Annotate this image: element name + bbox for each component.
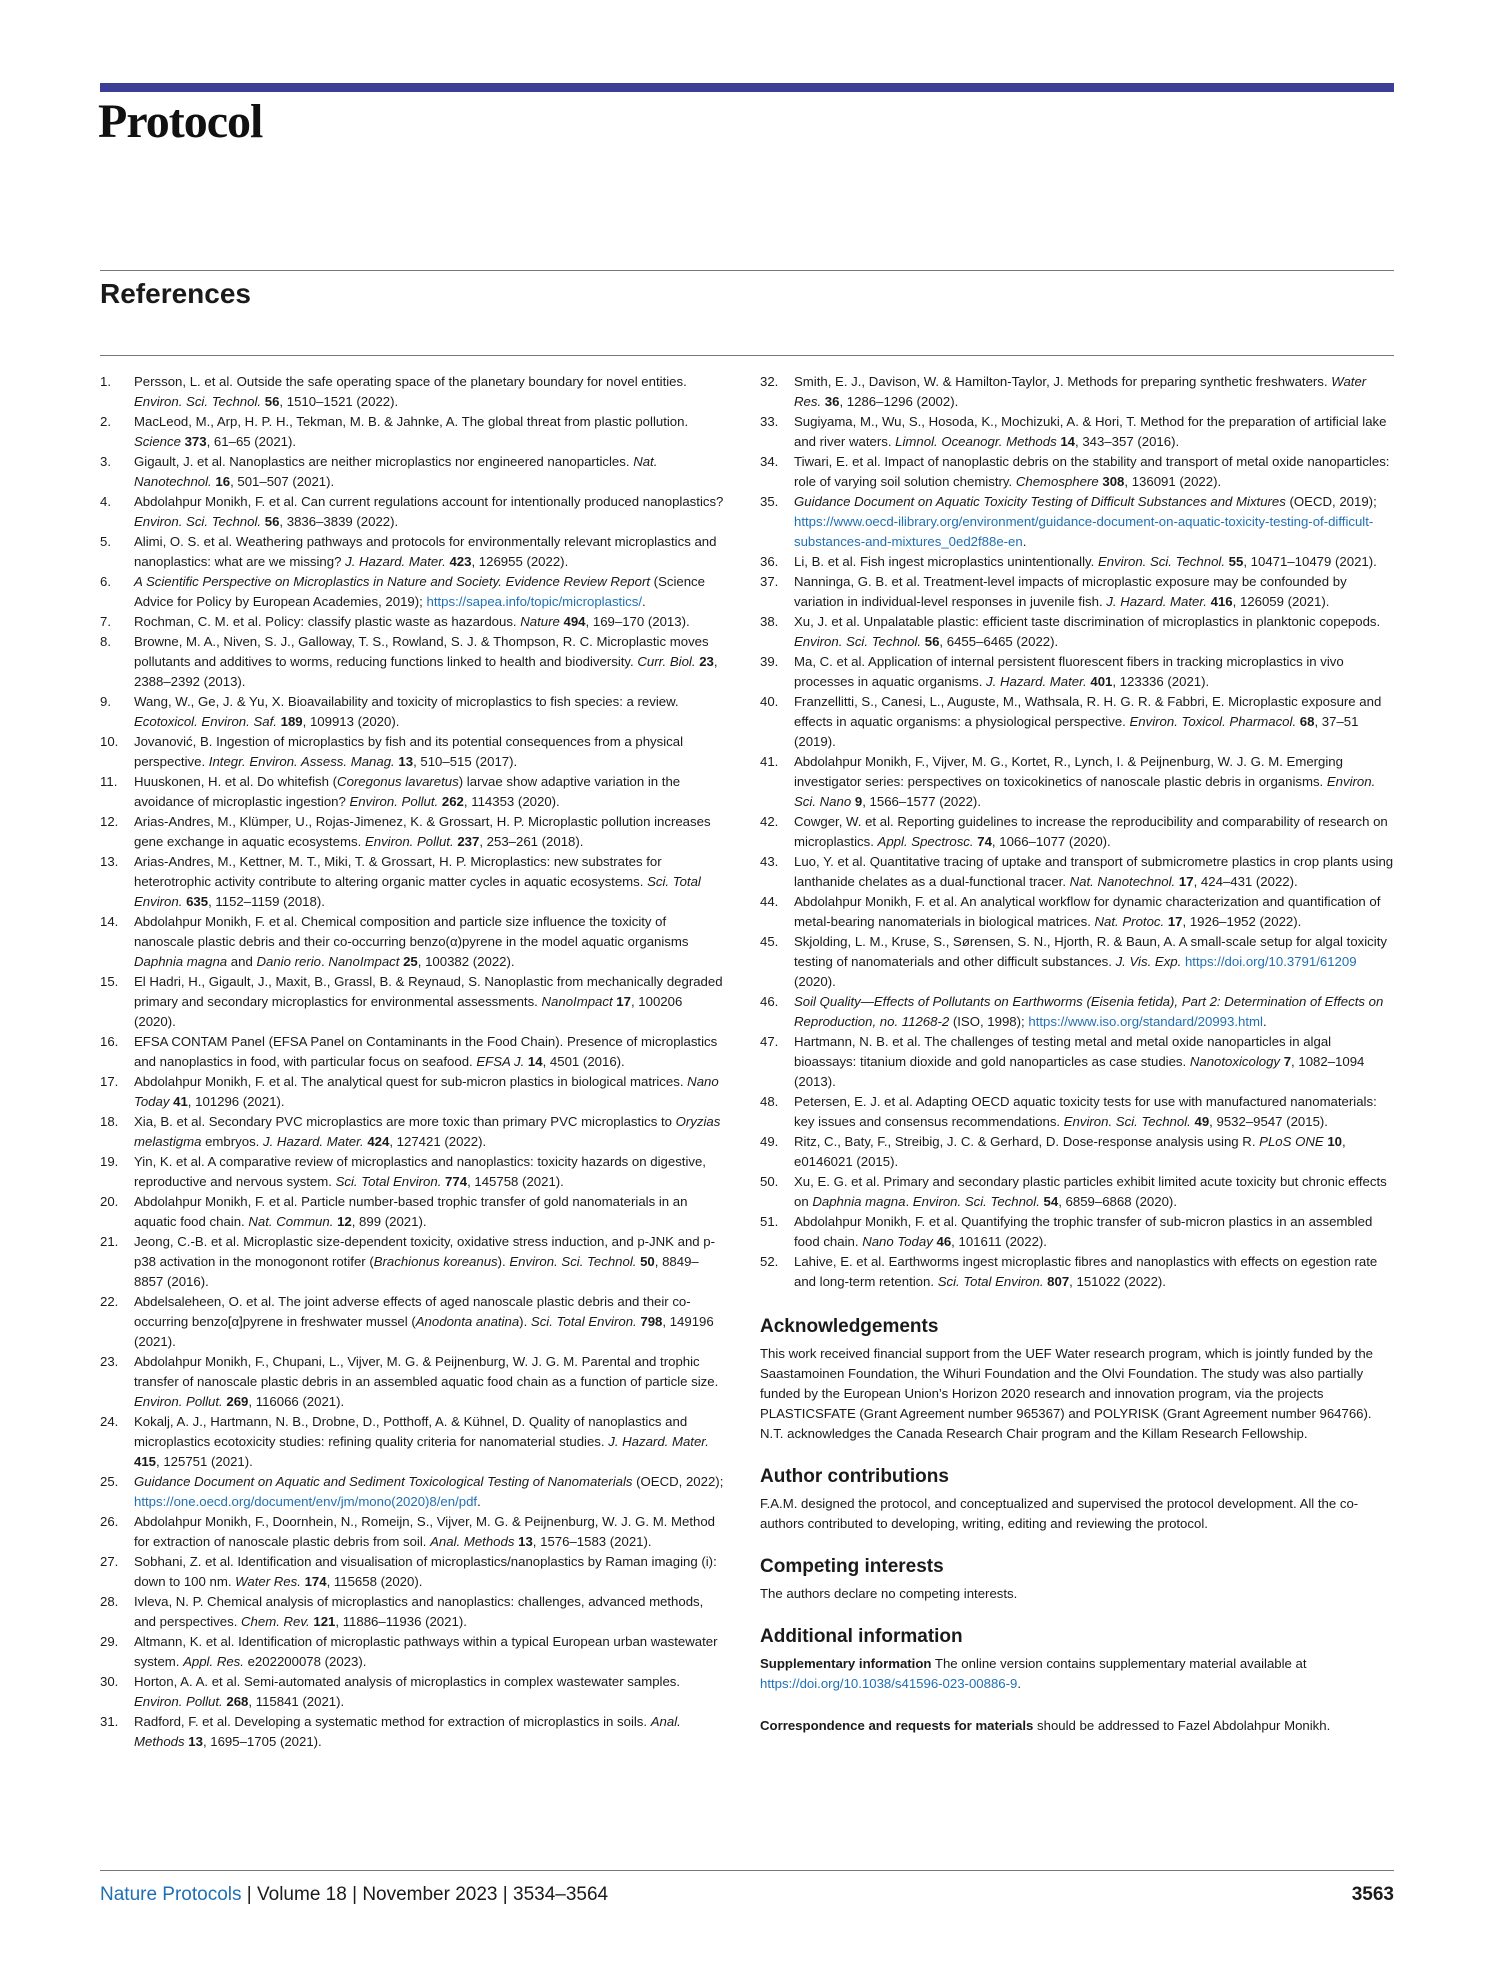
reference-item bbox=[100, 1232, 725, 1292]
reference-text: Altmann, K. et al. Identification of microplastic pathways within a typical European urban wastewater system. Appl. Res. e202200078 (2023). bbox=[134, 1634, 718, 1669]
reference-item bbox=[100, 492, 725, 532]
reference-item bbox=[100, 1472, 725, 1512]
reference-text: Ritz, C., Baty, F., Streibig, J. C. & Gerhard, D. Dose-response analysis using R. PLoS ONE 10, e0146021 (2015). bbox=[794, 1134, 1346, 1169]
back-matter bbox=[760, 1316, 1394, 1736]
reference-number: 1. bbox=[100, 374, 111, 389]
reference-number: 31. bbox=[100, 1714, 119, 1729]
reference-item bbox=[760, 992, 1394, 1032]
correspondence-label: Correspondence and requests for materials bbox=[760, 1718, 1034, 1733]
reference-text: Yin, K. et al. A comparative review of microplastics and nanoplastics: toxicity hazards on digestive, reproductive and nervous system. Sci. Total Environ. 774, 145758 (2021). bbox=[134, 1154, 706, 1189]
reference-text: Browne, M. A., Niven, S. J., Galloway, T. S., Rowland, S. J. & Thompson, R. C. Microplastic moves pollutants and additives to worms, reducing functions linked to health and biodiversity. Curr. Biol. 23, 2388–2392 (2013). bbox=[134, 634, 718, 689]
reference-item bbox=[100, 1352, 725, 1412]
reference-number: 36. bbox=[760, 554, 779, 569]
reference-item bbox=[100, 532, 725, 572]
reference-text: Persson, L. et al. Outside the safe operating space of the planetary boundary for novel entities. Environ. Sci. Technol. 56, 1510–1521 (2022). bbox=[134, 374, 687, 409]
supplementary-information: Supplementary information The online version contains supplementary material available at https://doi.org/10.1038/s41596-023-00886-9. bbox=[760, 1656, 1307, 1691]
reference-item bbox=[100, 1072, 725, 1112]
supplementary-link[interactable]: https://doi.org/10.1038/s41596-023-00886-9 bbox=[760, 1676, 1018, 1691]
reference-number: 26. bbox=[100, 1514, 119, 1529]
reference-item bbox=[100, 1292, 725, 1352]
reference-number: 47. bbox=[760, 1034, 779, 1049]
reference-number: 45. bbox=[760, 934, 779, 949]
reference-text: Wang, W., Ge, J. & Yu, X. Bioavailability and toxicity of microplastics to fish species: a review. Ecotoxicol. Environ. Saf. 189, 109913 (2020). bbox=[134, 694, 679, 729]
reference-number: 11. bbox=[100, 774, 118, 789]
reference-number: 9. bbox=[100, 694, 111, 709]
reference-number: 19. bbox=[100, 1154, 119, 1169]
reference-number: 37. bbox=[760, 574, 779, 589]
reference-text: Xu, E. G. et al. Primary and secondary plastic particles exhibit limited acute toxicity but chronic effects on Daphnia magna. Environ. Sci. Technol. 54, 6859–6868 (2020). bbox=[794, 1174, 1387, 1209]
reference-text: Franzellitti, S., Canesi, L., Auguste, M., Wathsala, R. H. G. R. & Fabbri, E. Microplastic exposure and effects in aquatic organisms: a physiological perspective. Environ. Toxicol. Pharmacol. 68, 37–51 (2019). bbox=[794, 694, 1382, 749]
reference-number: 32. bbox=[760, 374, 779, 389]
reference-number: 52. bbox=[760, 1254, 779, 1269]
reference-text: Smith, E. J., Davison, W. & Hamilton-Taylor, J. Methods for preparing synthetic freshwaters. Water Res. 36, 1286–1296 (2002). bbox=[794, 374, 1367, 409]
reference-number: 39. bbox=[760, 654, 779, 669]
reference-number: 40. bbox=[760, 694, 779, 709]
reference-item bbox=[100, 1152, 725, 1192]
reference-item bbox=[760, 812, 1394, 852]
reference-text: Abdolahpur Monikh, F. et al. Chemical composition and particle size influence the toxicity of nanoscale plastic debris and their co-occurring benzo(α)pyrene in the model aquatic organisms Daphnia magna and Danio rerio. NanoImpact 25, 100382 (2022). bbox=[134, 914, 689, 969]
reference-text: Skjolding, L. M., Kruse, S., Sørensen, S. N., Hjorth, R. & Baun, A. A small-scale setup for algal toxicity testing of nanomaterials and other difficult substances. J. Vis. Exp. https://doi.org/10.3791/61209 (2020). bbox=[794, 934, 1387, 989]
reference-text: Soil Quality—Effects of Pollutants on Earthworms (Eisenia fetida), Part 2: Determination of Effects on Reproduction, no. 11268-2 (ISO, 1998); https://www.iso.org/standard/20993.html. bbox=[794, 994, 1384, 1029]
reference-text: Guidance Document on Aquatic Toxicity Testing of Difficult Substances and Mixtures (OECD, 2019); https://www.oecd-ilibrary.org/environment/guidance-document-on-aquatic-toxicity-testing-of-difficult-substances-and-mixtures_0ed2f88e-en. bbox=[794, 494, 1377, 549]
reference-number: 13. bbox=[100, 854, 119, 869]
reference-text: Abdolahpur Monikh, F., Vijver, M. G., Kortet, R., Lynch, I. & Peijnenburg, W. J. G. M. Emerging investigator series: perspectives on toxicokinetics of nanoscale plastic debris in organisms. Environ. Sci. Nano 9, 1566–1577 (2022). bbox=[794, 754, 1376, 809]
reference-item bbox=[100, 1512, 725, 1552]
reference-number: 18. bbox=[100, 1114, 119, 1129]
reference-item bbox=[760, 692, 1394, 752]
volume: Volume 18 bbox=[257, 1884, 347, 1905]
acknowledgements-heading: Acknowledgements bbox=[760, 1316, 939, 1337]
reference-number: 4. bbox=[100, 494, 111, 509]
reference-text: Guidance Document on Aquatic and Sediment Toxicological Testing of Nanomaterials (OECD, 2022); https://one.oecd.org/document/env/jm/mono(2020)8/en/pdf. bbox=[134, 1474, 724, 1509]
reference-text: Arias-Andres, M., Kettner, M. T., Miki, T. & Grossart, H. P. Microplastics: new substrates for heterotrophic activity contribute to altering organic matter cycles in aquatic ecosystems. Sci. Total Environ. 635, 1152–1159 (2018). bbox=[134, 854, 701, 909]
competing-interests-text: The authors declare no competing interests. bbox=[760, 1586, 1018, 1601]
reference-number: 7. bbox=[100, 614, 111, 629]
reference-link[interactable]: https://doi.org/10.3791/61209 bbox=[1184, 954, 1357, 969]
reference-text: Xia, B. et al. Secondary PVC microplastics are more toxic than primary PVC microplastics to Oryzias melastigma embryos. J. Hazard. Mater. 424, 127421 (2022). bbox=[134, 1114, 721, 1149]
reference-item bbox=[100, 1552, 725, 1592]
reference-text: Abdolahpur Monikh, F. et al. The analytical quest for sub-micron plastics in biological matrices. Nano Today 41, 101296 (2021). bbox=[134, 1074, 719, 1109]
reference-text: Gigault, J. et al. Nanoplastics are neither microplastics nor engineered nanoparticles. Nat. Nanotechnol. 16, 501–507 (2021). bbox=[134, 454, 658, 489]
reference-item bbox=[760, 892, 1394, 932]
reference-item bbox=[100, 1632, 725, 1672]
reference-item bbox=[760, 652, 1394, 692]
reference-list bbox=[100, 372, 725, 1752]
reference-text: Rochman, C. M. et al. Policy: classify plastic waste as hazardous. Nature 494, 169–170 (2013). bbox=[134, 614, 690, 629]
reference-number: 41. bbox=[760, 754, 779, 769]
reference-item bbox=[100, 412, 725, 452]
references-column-right bbox=[760, 372, 1394, 1758]
reference-number: 49. bbox=[760, 1134, 779, 1149]
reference-text: El Hadri, H., Gigault, J., Maxit, B., Grassl, B. & Reynaud, S. Nanoplastic from mechanically degraded primary and secondary microplastics for environmental assessments. NanoImpact 17, 100206 (2020). bbox=[134, 974, 723, 1029]
reference-list bbox=[760, 372, 1394, 1292]
reference-link[interactable]: https://one.oecd.org/document/env/jm/mono(2020)8/en/pdf bbox=[134, 1494, 478, 1509]
reference-number: 16. bbox=[100, 1034, 119, 1049]
reference-item bbox=[760, 612, 1394, 652]
issue-date: November 2023 bbox=[362, 1884, 498, 1905]
reference-item bbox=[100, 1592, 725, 1632]
reference-number: 50. bbox=[760, 1174, 779, 1189]
reference-number: 20. bbox=[100, 1194, 119, 1209]
reference-text: Cowger, W. et al. Reporting guidelines to increase the reproducibility and comparability of research on microplastics. Appl. Spectrosc. 74, 1066–1077 (2020). bbox=[794, 814, 1388, 849]
reference-number: 46. bbox=[760, 994, 779, 1009]
reference-number: 48. bbox=[760, 1094, 779, 1109]
reference-text: Abdolahpur Monikh, F., Chupani, L., Vijver, M. G. & Peijnenburg, W. J. G. M. Parental and trophic transfer of nanoscale plastic debris in an assembled aquatic food chain as a function of particle size. Environ. Pollut. 269, 116066 (2021). bbox=[134, 1354, 719, 1409]
reference-number: 25. bbox=[100, 1474, 119, 1489]
reference-text: Abdolahpur Monikh, F. et al. An analytical workflow for dynamic characterization and quantification of metal-bearing nanomaterials in biological matrices. Nat. Protoc. 17, 1926–1952 (2022). bbox=[794, 894, 1381, 929]
reference-text: MacLeod, M., Arp, H. P. H., Tekman, M. B. & Jahnke, A. The global threat from plastic pollution. Science 373, 61–65 (2021). bbox=[134, 414, 689, 449]
reference-text: Nanninga, G. B. et al. Treatment-level impacts of microplastic exposure may be confounded by variation in individual-level responses in juvenile fish. J. Hazard. Mater. 416, 126059 (2021). bbox=[794, 574, 1347, 609]
reference-item bbox=[760, 752, 1394, 812]
competing-interests-heading: Competing interests bbox=[760, 1556, 944, 1577]
reference-text: Arias-Andres, M., Klümper, U., Rojas-Jimenez, K. & Grossart, H. P. Microplastic pollution increases gene exchange in aquatic ecosystems. Environ. Pollut. 237, 253–261 (2018). bbox=[134, 814, 711, 849]
reference-item bbox=[100, 632, 725, 692]
reference-number: 21. bbox=[100, 1234, 119, 1249]
reference-number: 3. bbox=[100, 454, 111, 469]
reference-item bbox=[100, 692, 725, 732]
reference-text: Ivleva, N. P. Chemical analysis of microplastics and nanoplastics: challenges, advanced methods, and perspectives. Chem. Rev. 121, 11886–11936 (2021). bbox=[134, 1594, 704, 1629]
reference-number: 8. bbox=[100, 634, 111, 649]
reference-item bbox=[100, 1192, 725, 1232]
reference-text: Abdolahpur Monikh, F. et al. Can current regulations account for intentionally produced nanoplastics? Environ. Sci. Technol. 56, 3836–3839 (2022). bbox=[134, 494, 724, 529]
reference-number: 42. bbox=[760, 814, 779, 829]
correspondence-text: should be addressed to Fazel Abdolahpur Monikh. bbox=[1037, 1718, 1331, 1733]
reference-text: A Scientific Perspective on Microplastics in Nature and Society. Evidence Review Report (Science Advice for Policy by European Academies, 2019); https://sapea.info/topic/microplastics/. bbox=[134, 574, 705, 609]
reference-number: 10. bbox=[100, 734, 119, 749]
reference-text: Abdelsaleheen, O. et al. The joint adverse effects of aged nanoscale plastic debris and their co-occurring benzo[α]pyrene in freshwater mussel (Anodonta anatina). Sci. Total Environ. 798, 149196 (2021). bbox=[134, 1294, 714, 1349]
reference-text: Radford, F. et al. Developing a systematic method for extraction of microplastics in soils. Anal. Methods 13, 1695–1705 (2021). bbox=[134, 1714, 681, 1749]
reference-text: Jovanović, B. Ingestion of microplastics by fish and its potential consequences from a physical perspective. Integr. Environ. Assess. Manag. 13, 510–515 (2017). bbox=[134, 734, 684, 769]
reference-item bbox=[760, 1172, 1394, 1212]
reference-number: 43. bbox=[760, 854, 779, 869]
author-contributions-text: F.A.M. designed the protocol, and conceptualized and supervised the protocol development. All the co-authors contributed to developing, writing, editing and reviewing the protocol. bbox=[760, 1496, 1359, 1531]
reference-number: 2. bbox=[100, 414, 111, 429]
reference-number: 44. bbox=[760, 894, 779, 909]
reference-number: 23. bbox=[100, 1354, 119, 1369]
reference-item bbox=[760, 1212, 1394, 1252]
reference-item bbox=[100, 972, 725, 1032]
reference-item bbox=[760, 1132, 1394, 1172]
reference-item bbox=[760, 1252, 1394, 1292]
reference-number: 15. bbox=[100, 974, 119, 989]
reference-number: 35. bbox=[760, 494, 779, 509]
reference-item bbox=[760, 1032, 1394, 1092]
reference-item bbox=[760, 572, 1394, 612]
reference-number: 51. bbox=[760, 1214, 779, 1229]
reference-text: Li, B. et al. Fish ingest microplastics unintentionally. Environ. Sci. Technol. 55, 10471–10479 (2021). bbox=[794, 554, 1377, 569]
reference-number: 29. bbox=[100, 1634, 119, 1649]
reference-text: Petersen, E. J. et al. Adapting OECD aquatic toxicity tests for use with manufactured nanomaterials: key issues and consensus recommendations. Environ. Sci. Technol. 49, 9532–9547 (2015). bbox=[794, 1094, 1377, 1129]
reference-item bbox=[100, 372, 725, 412]
reference-item bbox=[100, 812, 725, 852]
reference-item bbox=[760, 932, 1394, 992]
reference-item bbox=[760, 412, 1394, 452]
reference-item bbox=[760, 492, 1394, 552]
reference-number: 28. bbox=[100, 1594, 119, 1609]
reference-item bbox=[100, 1672, 725, 1712]
reference-item bbox=[760, 452, 1394, 492]
reference-number: 24. bbox=[100, 1414, 119, 1429]
reference-link[interactable]: https://www.oecd-ilibrary.org/environment/guidance-document-on-aquatic-toxicity-testing-of-difficult-substances-and-mixtures_0ed2f88e-en bbox=[794, 514, 1374, 549]
reference-text: Ma, C. et al. Application of internal persistent fluorescent fibers in tracking microplastics in vivo processes in aquatic organisms. J. Hazard. Mater. 401, 123336 (2021). bbox=[794, 654, 1344, 689]
reference-item bbox=[760, 372, 1394, 412]
reference-number: 12. bbox=[100, 814, 119, 829]
reference-text: Jeong, C.-B. et al. Microplastic size-dependent toxicity, oxidative stress induction, and p-JNK and p-p38 activation in the monogonont rotifer (Brachionus koreanus). Environ. Sci. Technol. 50, 8849–8857 (2016). bbox=[134, 1234, 716, 1289]
reference-item bbox=[760, 552, 1394, 572]
reference-item bbox=[100, 732, 725, 772]
supplementary-text: The online version contains supplementary material available at bbox=[934, 1656, 1307, 1671]
reference-number: 38. bbox=[760, 614, 779, 629]
acknowledgements-text: This work received financial support from the UEF Water research program, which is jointly funded by the Saastamoinen Foundation, the Wihuri Foundation and the Olvi Foundation. The study was also partially funded by the European Union’s Horizon 2020 research and innovation program, via the projects PLASTICSFATE (Grant Agreement number 965367) and POLYRISK (Grant Agreement number 964766). N.T. acknowledges the Canada Research Chair program and the Killam Research Fellowship. bbox=[760, 1346, 1373, 1441]
references-heading: References bbox=[100, 278, 251, 309]
reference-item bbox=[100, 1712, 725, 1752]
author-contributions-heading: Author contributions bbox=[760, 1466, 949, 1487]
reference-text: Sobhani, Z. et al. Identification and visualisation of microplastics/nanoplastics by Raman imaging (i): down to 100 nm. Water Res. 174, 115658 (2020). bbox=[134, 1554, 717, 1589]
reference-number: 6. bbox=[100, 574, 111, 589]
supplementary-label: Supplementary information bbox=[760, 1656, 932, 1671]
references-column-left bbox=[100, 372, 725, 1752]
reference-text: Tiwari, E. et al. Impact of nanoplastic debris on the stability and transport of metal oxide nanoparticles: role of varying soil solution chemistry. Chemosphere 308, 136091 (2022). bbox=[794, 454, 1390, 489]
reference-number: 34. bbox=[760, 454, 779, 469]
reference-number: 17. bbox=[100, 1074, 119, 1089]
reference-text: Sugiyama, M., Wu, S., Hosoda, K., Mochizuki, A. & Hori, T. Method for the preparation of artificial lake and river waters. Limnol. Oceanogr. Methods 14, 343–357 (2016). bbox=[794, 414, 1387, 449]
reference-number: 27. bbox=[100, 1554, 119, 1569]
reference-number: 30. bbox=[100, 1674, 119, 1689]
divider bbox=[100, 270, 1394, 271]
reference-item bbox=[100, 452, 725, 492]
reference-text: Alimi, O. S. et al. Weathering pathways and protocols for environmentally relevant microplastics and nanoplastics: what are we missing? J. Hazard. Mater. 423, 126955 (2022). bbox=[134, 534, 717, 569]
reference-number: 22. bbox=[100, 1294, 119, 1309]
additional-information-heading: Additional information bbox=[760, 1626, 963, 1647]
reference-item bbox=[100, 572, 725, 612]
reference-text: Xu, J. et al. Unpalatable plastic: efficient taste discrimination of microplastics in planktonic copepods. Environ. Sci. Technol. 56, 6455–6465 (2022). bbox=[794, 614, 1381, 649]
divider bbox=[100, 355, 1394, 356]
page-number: 3563 bbox=[1351, 1884, 1394, 1905]
footer-divider bbox=[100, 1870, 1394, 1871]
reference-text: Kokalj, A. J., Hartmann, N. B., Drobne, D., Potthoff, A. & Kühnel, D. Quality of nanoplastics and microplastics ecotoxicity studies: refining quality criteria for nanomaterial studies. J. Hazard. Mater. 415, 125751 (2021). bbox=[134, 1414, 709, 1469]
reference-text: Luo, Y. et al. Quantitative tracing of uptake and transport of submicrometre plastics in crop plants using lanthanide chelates as a dual-functional tracer. Nat. Nanotechnol. 17, 424–431 (2022). bbox=[794, 854, 1394, 889]
reference-number: 14. bbox=[100, 914, 119, 929]
reference-text: EFSA CONTAM Panel (EFSA Panel on Contaminants in the Food Chain). Presence of microplastics and nanoplastics in food, with particular focus on seafood. EFSA J. 14, 4501 (2016). bbox=[134, 1034, 718, 1069]
footer-citation: Nature Protocols | Volume 18 | November 2023 | 3534–3564 bbox=[100, 1884, 609, 1905]
reference-number: 33. bbox=[760, 414, 779, 429]
reference-link[interactable]: https://www.iso.org/standard/20993.html bbox=[1028, 1014, 1263, 1029]
reference-item bbox=[760, 852, 1394, 892]
reference-text: Horton, A. A. et al. Semi-automated analysis of microplastics in complex wastewater samples. Environ. Pollut. 268, 115841 (2021). bbox=[134, 1674, 681, 1709]
reference-item bbox=[100, 852, 725, 912]
correspondence bbox=[760, 1716, 1394, 1736]
header-accent-bar bbox=[100, 83, 1394, 92]
reference-item bbox=[100, 1032, 725, 1072]
reference-item bbox=[100, 612, 725, 632]
reference-item bbox=[100, 1412, 725, 1472]
reference-text: Huuskonen, H. et al. Do whitefish (Coregonus lavaretus) larvae show adaptive variation in the avoidance of microplastic ingestion? Environ. Pollut. 262, 114353 (2020). bbox=[134, 774, 681, 809]
reference-text: Abdolahpur Monikh, F. et al. Particle number-based trophic transfer of gold nanomaterials in an aquatic food chain. Nat. Commun. 12, 899 (2021). bbox=[134, 1194, 688, 1229]
reference-text: Hartmann, N. B. et al. The challenges of testing metal and metal oxide nanoparticles in algal bioassays: titanium dioxide and gold nanoparticles as case studies. Nanotoxicology 7, 1082–1094 (2013). bbox=[794, 1034, 1365, 1089]
reference-number: 5. bbox=[100, 534, 111, 549]
reference-text: Abdolahpur Monikh, F., Doornhein, N., Romeijn, S., Vijver, M. G. & Peijnenburg, W. J. G. M. Method for extraction of nanoscale plastic debris from soil. Anal. Methods 13, 1576–1583 (2021). bbox=[134, 1514, 715, 1549]
page-range: 3534–3564 bbox=[513, 1884, 609, 1905]
reference-item bbox=[100, 912, 725, 972]
reference-link[interactable]: https://sapea.info/topic/microplastics/ bbox=[426, 594, 642, 609]
reference-item bbox=[100, 772, 725, 812]
article-type-title: Protocol bbox=[98, 95, 263, 148]
journal-name[interactable]: Nature Protocols bbox=[100, 1884, 242, 1905]
reference-item bbox=[100, 1112, 725, 1152]
reference-item bbox=[760, 1092, 1394, 1132]
reference-text: Abdolahpur Monikh, F. et al. Quantifying the trophic transfer of sub-micron plastics in an assembled food chain. Nano Today 46, 101611 (2022). bbox=[794, 1214, 1373, 1249]
reference-text: Lahive, E. et al. Earthworms ingest microplastic fibres and nanoplastics with effects on egestion rate and long-term retention. Sci. Total Environ. 807, 151022 (2022). bbox=[794, 1254, 1378, 1289]
